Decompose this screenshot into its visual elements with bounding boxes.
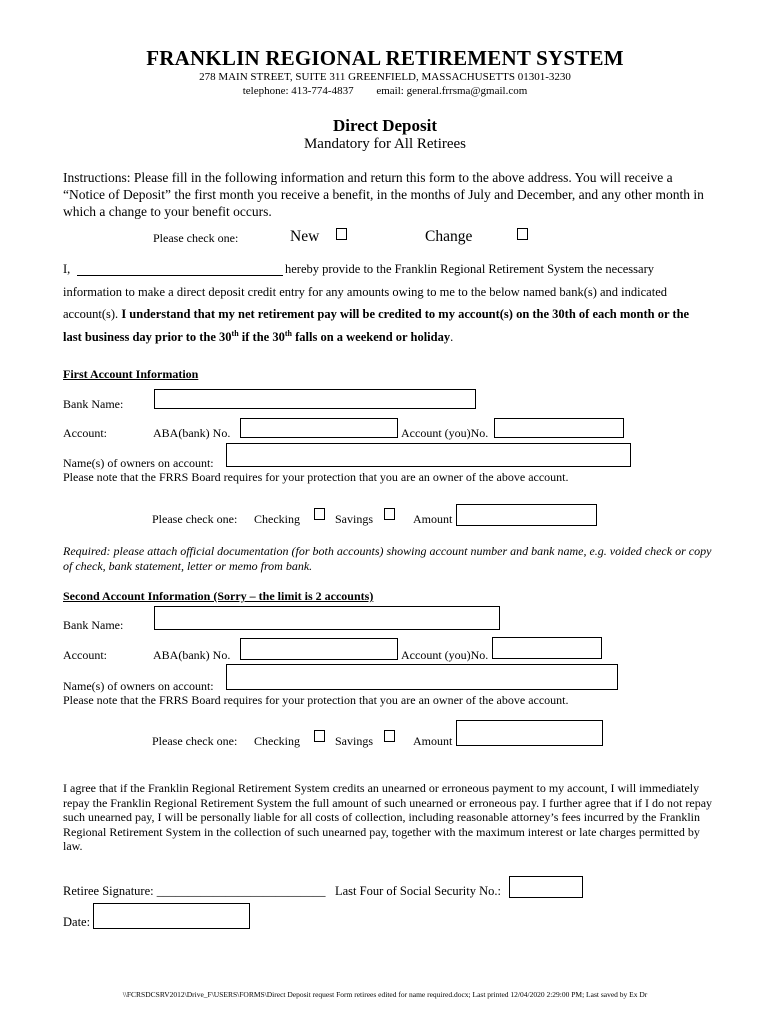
organization-address: 278 MAIN STREET, SUITE 311 GREENFIELD, MASSACHUSETTS 01301-3230 [199, 71, 571, 83]
telephone: telephone: 413-774-4837 [242, 85, 354, 97]
ssn-label: Last Four of Social Security No.: [335, 884, 501, 898]
authorization-line1: hereby provide to the Franklin Regional Retirement System the necessary [285, 262, 655, 276]
first-bank-name-label: Bank Name: [63, 397, 124, 411]
second-owners-note: Please note that the FRRS Board requires for your protection that you are an owner of the above account. [63, 693, 569, 707]
ssn-field[interactable] [509, 876, 583, 898]
date-label: Date: [63, 915, 91, 929]
second-checking-label: Checking [254, 734, 300, 748]
second-account-label: Account: [63, 648, 107, 662]
second-owners-field[interactable] [226, 664, 618, 690]
form-subtitle: Mandatory for All Retirees [303, 136, 467, 152]
agreement-paragraph: I agree that if the Franklin Regional Retirement System credits an unearned or erroneous payment to my account, I will immediately repay the Franklin Regional Retirement System the full amount of such unearned or erroneous pay. I further agree that if I do not repay such unearned pay, I will be personally liable for all costs of collection, including reasonable attorney’s fees incurred by the Franklin Regional Retirement System in the collection of such unearned pay, together with the maximum interest or late charges permitted by law. [63, 781, 713, 853]
new-label: New [290, 228, 320, 245]
second-owners-label: Name(s) of owners on account: [63, 679, 214, 693]
date-field[interactable] [93, 903, 250, 929]
first-savings-checkbox[interactable] [384, 508, 395, 520]
second-savings-label: Savings [335, 734, 374, 748]
second-bank-name-label: Bank Name: [63, 618, 124, 632]
first-checking-label: Checking [254, 512, 300, 526]
organization-contact [0, 85, 770, 97]
first-account-number-field[interactable] [494, 418, 624, 438]
second-amount-label: Amount [413, 734, 453, 748]
second-account-number-field[interactable] [492, 637, 602, 659]
first-savings-label: Savings [335, 512, 374, 526]
second-aba-label: ABA(bank) No. [153, 648, 231, 662]
required-documentation-note: Required: please attach official documentation (for both accounts) showing account number and bank name, e.g. voided check or copy of check, bank statement, letter or memo from bank. [63, 544, 712, 573]
second-account-heading: Second Account Information (Sorry – the limit is 2 accounts) [63, 589, 374, 603]
line4-sup2: th [284, 329, 292, 338]
change-label: Change [425, 228, 473, 245]
first-amount-label: Amount [413, 512, 453, 526]
first-amount-field[interactable] [456, 504, 597, 526]
second-account-you-label: Account (you)No. [401, 648, 489, 662]
first-aba-label: ABA(bank) No. [153, 426, 231, 440]
authorization-i-label: I, [63, 262, 71, 276]
email: email: general.frrsma@gmail.com [376, 85, 528, 97]
authorization-line3-bold: I understand that my net retirement pay will be credited to my account(s) on the 30th of each month or the [121, 307, 690, 321]
line4-a: last business day prior to the 30 [63, 330, 232, 345]
instructions: Instructions: Please fill in the following information and return this form to the above address. You will receive a “Notice of Deposit” the first month you receive a benefit, in the months of July and December, and any other month in which a change to your benefit occurs. [63, 170, 704, 219]
change-checkbox[interactable] [517, 228, 528, 240]
line4-c: falls on a weekend or holiday [291, 330, 451, 345]
signature-label: Retiree Signature: ___________________________ [63, 884, 326, 898]
first-check-one-label: Please check one: [152, 512, 238, 526]
first-bank-name-field[interactable] [154, 389, 476, 409]
line4-end: . [450, 330, 454, 345]
second-aba-field[interactable] [240, 638, 398, 660]
second-amount-field[interactable] [456, 720, 603, 746]
footer-file-path: \\FCRSDCSRV2012\Drive_F\USERS\FORMS\Direct Deposit request Form retirees edited for name required.docx; Last printed 12/04/2020 2:29:00 PM; Last saved by Ex Dr [122, 990, 648, 999]
first-account-heading: First Account Information [63, 367, 199, 381]
authorization-line4 [63, 329, 453, 345]
first-account-you-label: Account (you)No. [401, 426, 489, 440]
form-title: Direct Deposit [332, 116, 438, 135]
second-checking-checkbox[interactable] [314, 730, 325, 742]
first-owners-field[interactable] [226, 443, 631, 467]
check-one-label: Please check one: [153, 231, 239, 245]
first-owners-label: Name(s) of owners on account: [63, 456, 214, 470]
authorization-line3-start: account(s). [63, 307, 122, 321]
first-account-label: Account: [63, 426, 107, 440]
authorization-line3 [63, 307, 689, 322]
first-aba-field[interactable] [240, 418, 398, 438]
authorization-line2: information to make a direct deposit credit entry for any amounts owing to me to the below named bank(s) and indicated [63, 285, 667, 299]
second-bank-name-field[interactable] [154, 606, 500, 630]
second-check-one-label: Please check one: [152, 734, 238, 748]
second-savings-checkbox[interactable] [384, 730, 395, 742]
first-checking-checkbox[interactable] [314, 508, 325, 520]
retiree-name-field[interactable] [77, 260, 283, 276]
line4-sup1: th [231, 329, 239, 338]
line4-b: if the 30 [238, 330, 285, 345]
organization-name: FRANKLIN REGIONAL RETIREMENT SYSTEM [146, 46, 624, 70]
new-checkbox[interactable] [336, 228, 347, 240]
first-owners-note: Please note that the FRRS Board requires for your protection that you are an owner of the above account. [63, 470, 569, 484]
